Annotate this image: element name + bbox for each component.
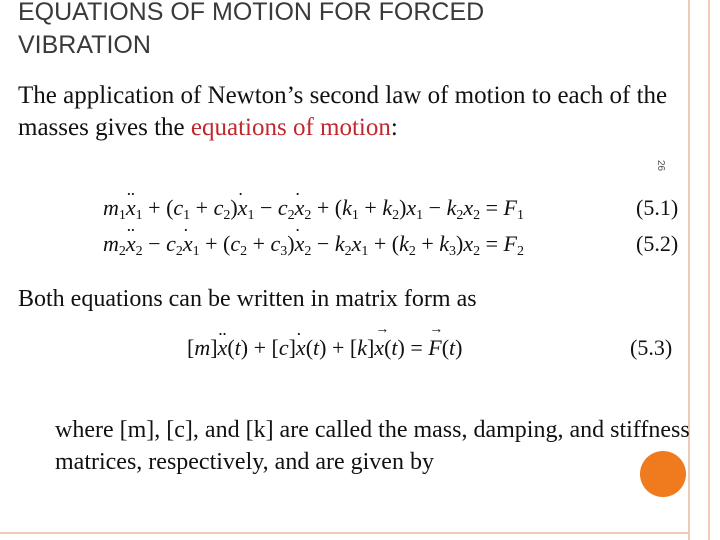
equation-5-3-number: (5.3) bbox=[630, 335, 673, 360]
slide-title bbox=[18, 0, 638, 62]
frame-line-bottom bbox=[0, 532, 690, 534]
title-line-2: VIBRATION bbox=[18, 31, 151, 59]
equation-5-1 bbox=[103, 193, 688, 223]
intro-end: : bbox=[390, 114, 398, 141]
page-number: 26 bbox=[655, 160, 666, 172]
equation-5-2 bbox=[103, 229, 688, 259]
intro-text: The application of Newton’s second law of motion to each of the masses gives the bbox=[18, 82, 668, 141]
matrix-intro-text: Both equations can be written in matrix form as bbox=[18, 286, 477, 312]
equation-5-3 bbox=[187, 332, 687, 364]
equation-5-2-number: (5.2) bbox=[636, 231, 679, 256]
intro-paragraph bbox=[18, 80, 688, 144]
accent-circle bbox=[640, 451, 686, 497]
equation-5-2-expression: $m_2x \cdot\cdot_2 - c_2x \cdot_1 + (c_2 + c_3)x \cdot_2 - k_2x_1 + (k_2 + k_3)x_2 = F_2$ bbox=[103, 229, 524, 259]
title-line-1: EQUATIONS OF MOTION FOR FORCED bbox=[18, 0, 485, 26]
equation-5-1-expression: $m_1x \cdot\cdot_1 + (c_1 + c_2)x \cdot_1 - c_2x \cdot_2 + (k_1 + k_2)x_1 - k_2x_2 = F_1$ bbox=[103, 193, 524, 223]
intro-highlight: equations of motion bbox=[190, 114, 391, 141]
equation-5-1-number: (5.1) bbox=[636, 195, 679, 220]
frame-line-right-outer bbox=[708, 0, 710, 540]
equation-5-3-expression: [m]x ··(t) + [c]x ·(t) + [k]x →(t) = F →(t) bbox=[187, 332, 462, 364]
where-paragraph: where [m], [c], and [k] are called the mass, damping, and stiffness matrices, respectively, and are given by bbox=[55, 417, 690, 475]
